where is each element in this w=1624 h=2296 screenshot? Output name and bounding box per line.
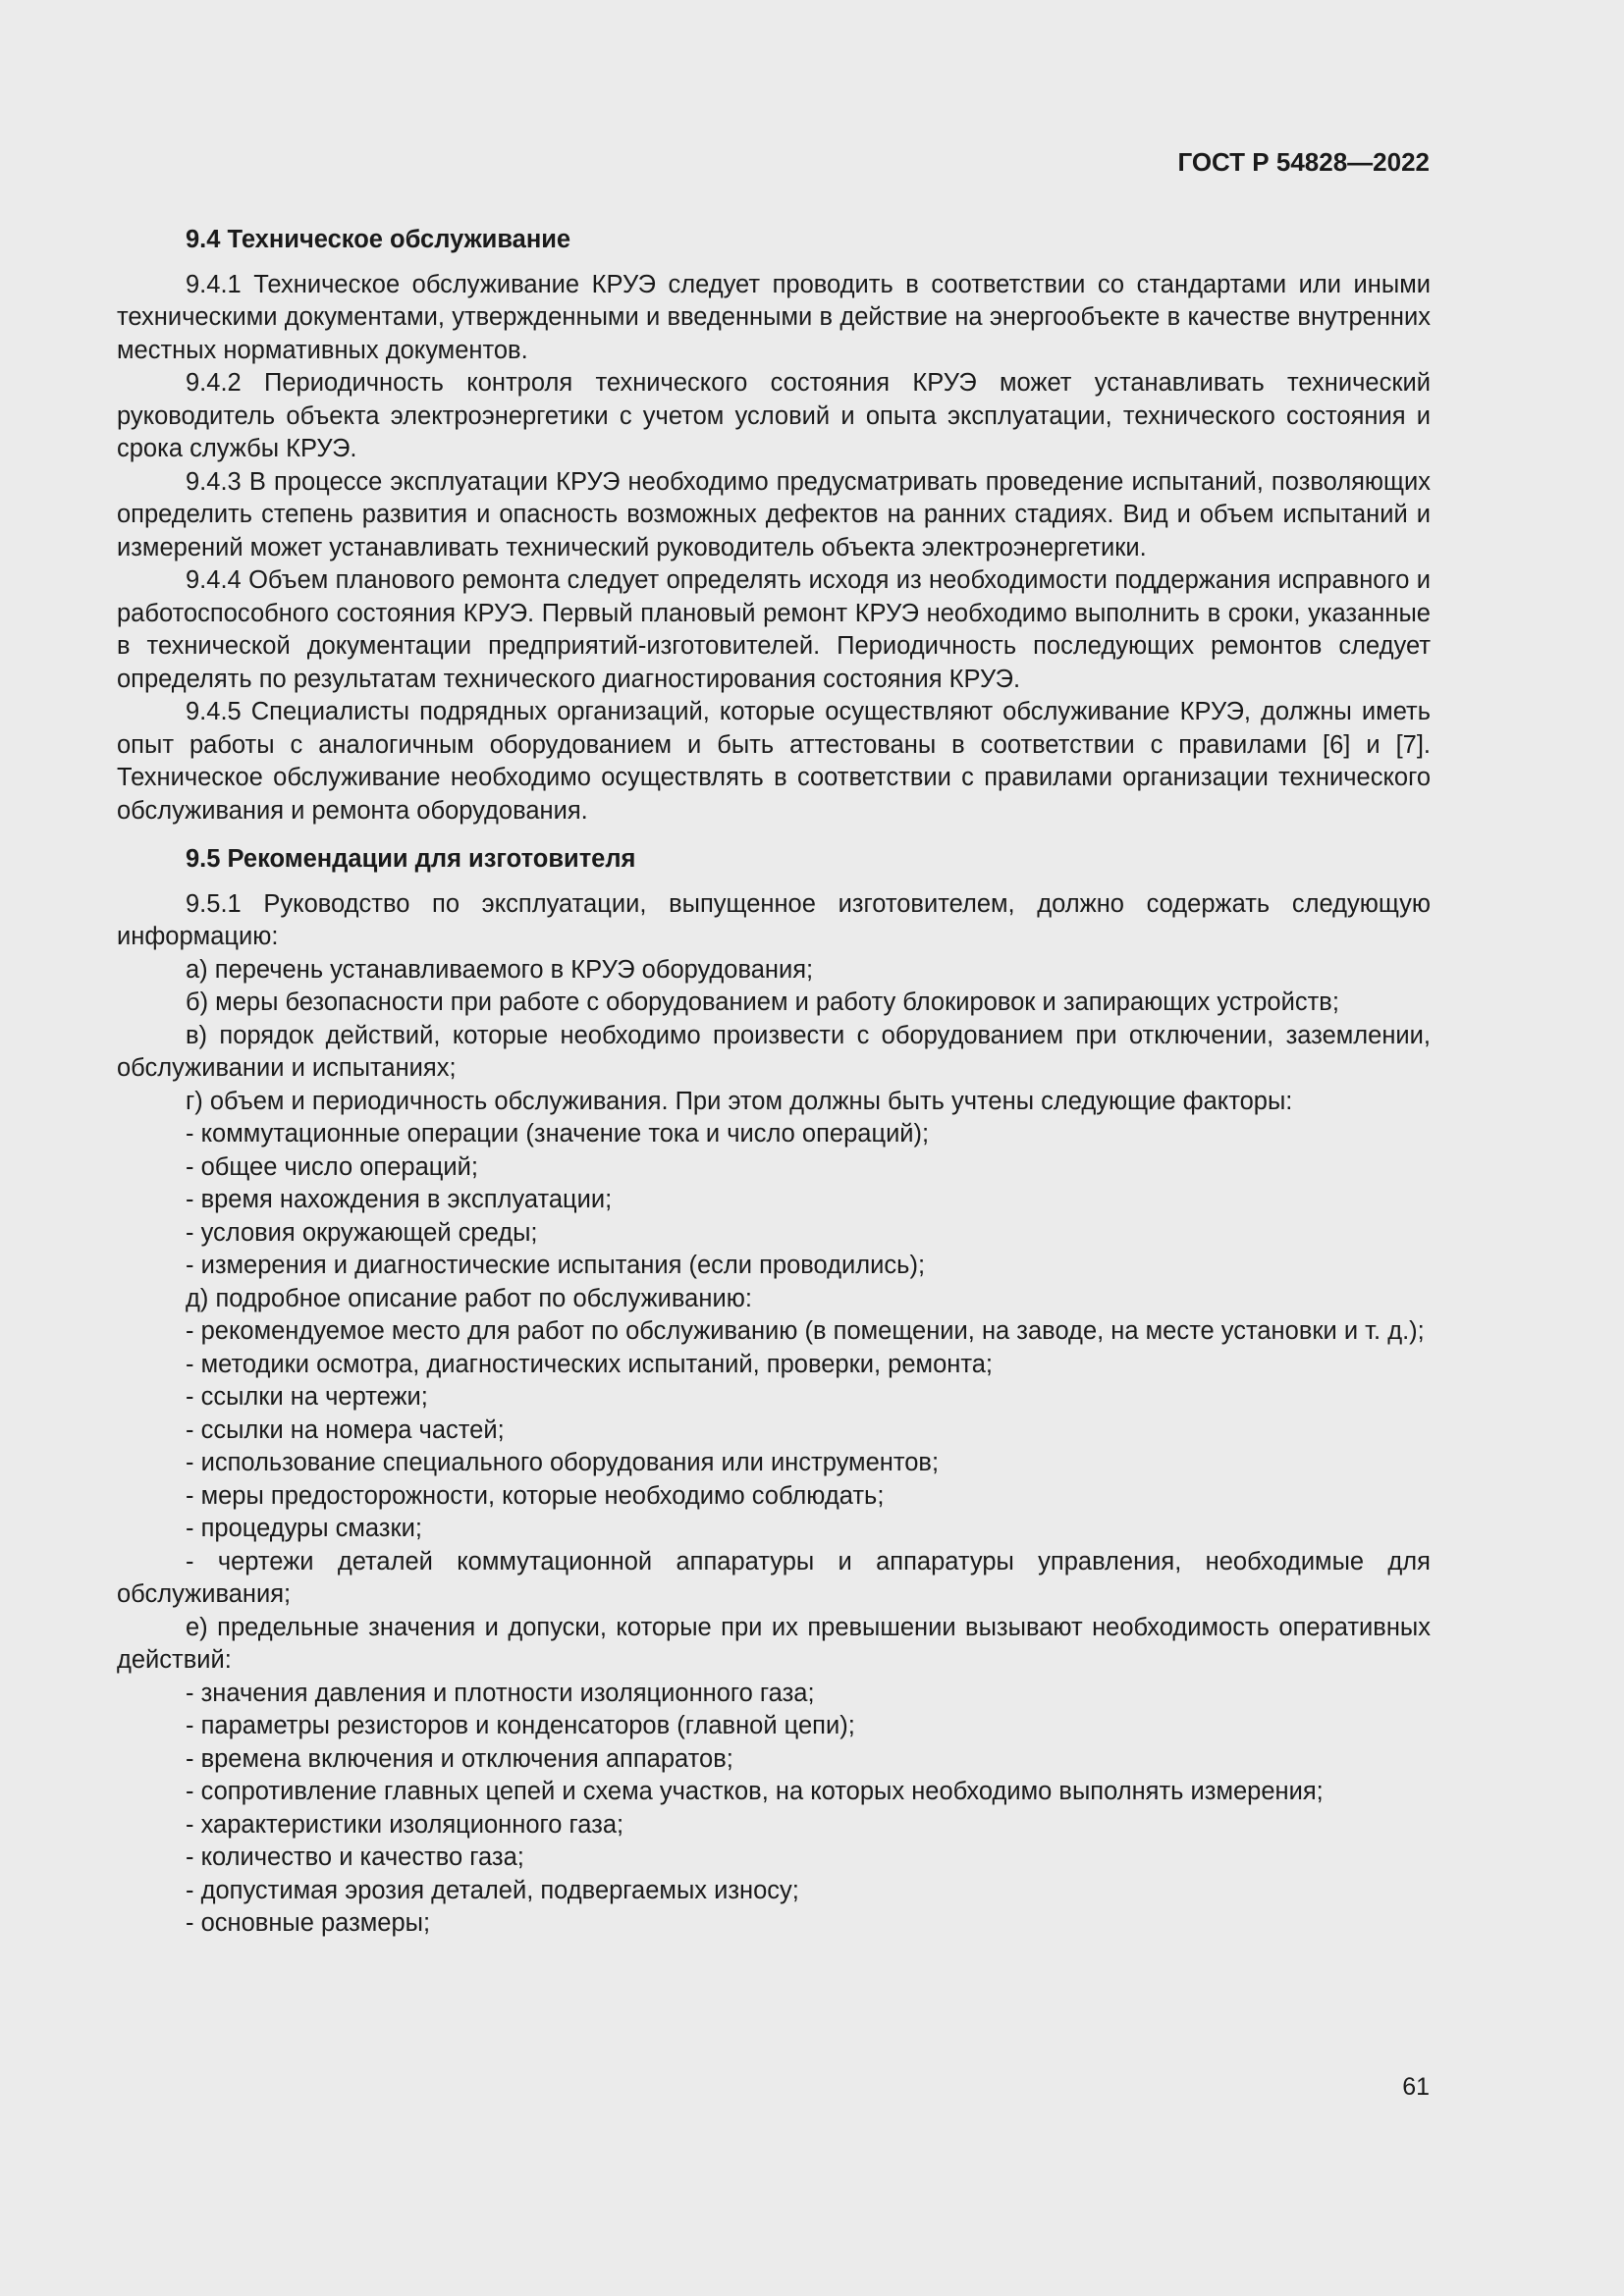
list-item: - чертежи деталей коммутационной аппаратуры и аппаратуры управления, необходимые для обслуживания; (117, 1547, 1431, 1608)
list-item: - параметры резисторов и конденсаторов (главной цепи); (186, 1712, 855, 1739)
list-item-b: б) меры безопасности при работе с оборудованием и работу блокировок и запирающих устройств; (186, 988, 1339, 1016)
list-item: - сопротивление главных цепей и схема участков, на которых необходимо выполнять измерения; (186, 1778, 1324, 1805)
section-9-4-title: 9.4 Техническое обслуживание (186, 226, 571, 253)
list-item: - рекомендуемое место для работ по обслуживанию (в помещении, на заводе, на месте установки и т. д.); (186, 1317, 1425, 1345)
list-item: - коммутационные операции (значение тока и число операций); (186, 1120, 930, 1148)
paragraph-9-4-2: 9.4.2 Периодичность контроля технического состояния КРУЭ может устанавливать технический руководитель объекта электроэнергетики с учетом условий и опыта эксплуатации, технического состояния и срока службы КРУЭ. (117, 369, 1431, 462)
paragraph-9-4-1: 9.4.1 Техническое обслуживание КРУЭ следует проводить в соответствии со стандартами или иными техническими документами, утвержденными и введенными в действие на энергообъекте в качестве внутренних местных нормативных документов. (117, 270, 1431, 364)
list-item-e: е) предельные значения и допуски, которые при их превышении вызывают необходимость оперативных действий: (117, 1613, 1431, 1674)
list-item: - допустимая эрозия деталей, подвергаемых износу; (186, 1876, 799, 1904)
list-item: - количество и качество газа; (186, 1843, 524, 1871)
list-item: - процедуры смазки; (186, 1515, 422, 1542)
list-item: - время нахождения в эксплуатации; (186, 1186, 613, 1213)
list-item: - времена включения и отключения аппаратов; (186, 1744, 733, 1773)
list-item: - ссылки на чертежи; (186, 1383, 428, 1411)
document-header: ГОСТ Р 54828—2022 (1177, 147, 1430, 177)
list-item: - основные размеры; (186, 1909, 431, 1937)
list-item: - условия окружающей среды; (186, 1218, 538, 1247)
paragraph-9-5-1: 9.5.1 Руководство по эксплуатации, выпущенное изготовителем, должно содержать следующую информацию: (117, 889, 1431, 950)
list-item: - использование специального оборудования или инструментов; (186, 1449, 940, 1476)
list-item: - измерения и диагностические испытания (если проводились); (186, 1252, 926, 1279)
list-item-a: а) перечень устанавливаемого в КРУЭ оборудования; (186, 955, 814, 984)
page-number: 61 (1402, 2073, 1430, 2101)
paragraph-9-4-3: 9.4.3 В процессе эксплуатации КРУЭ необходимо предусматривать проведение испытаний, позволяющих определить степень развития и опасность возможных дефектов на ранних стадиях. Вид и объем испытаний и измерений может устанавливать технический руководитель объекта электроэнергетики. (117, 467, 1431, 561)
document-body (117, 224, 1431, 1941)
section-9-5-title: 9.5 Рекомендации для изготовителя (186, 845, 636, 873)
list-item: - значения давления и плотности изоляционного газа; (186, 1679, 815, 1707)
list-item: - методики осмотра, диагностических испытаний, проверки, ремонта; (186, 1350, 993, 1378)
list-item: - общее число операций; (186, 1152, 478, 1181)
list-item: - меры предосторожности, которые необходимо соблюдать; (186, 1481, 885, 1510)
list-item: - характеристики изоляционного газа; (186, 1810, 624, 1839)
list-item-d: д) подробное описание работ по обслуживанию: (186, 1284, 752, 1312)
paragraph-9-4-4: 9.4.4 Объем планового ремонта следует определять исходя из необходимости поддержания исправного и работоспособного состояния КРУЭ. Первый плановый ремонт КРУЭ необходимо выполнить в сроки, указанные в технической документации предприятий-изготовителей. Периодичность последующих ремонтов следует определять по результатам технического диагностирования состояния КРУЭ. (117, 566, 1431, 693)
paragraph-9-4-5: 9.4.5 Специалисты подрядных организаций, которые осуществляют обслуживание КРУЭ, должны иметь опыт работы с аналогичным оборудованием и быть аттестованы в соответствии с правилами [6] и [7]. Техническое обслуживание необходимо осуществлять в соответствии с правилами организации технического обслуживания и ремонта оборудования. (117, 698, 1431, 825)
list-item-v: в) порядок действий, которые необходимо произвести с оборудованием при отключении, заземлении, обслуживании и испытаниях; (117, 1021, 1431, 1082)
list-item-g: г) объем и периодичность обслуживания. При этом должны быть учтены следующие факторы: (186, 1087, 1293, 1115)
list-item: - ссылки на номера частей; (186, 1415, 505, 1444)
